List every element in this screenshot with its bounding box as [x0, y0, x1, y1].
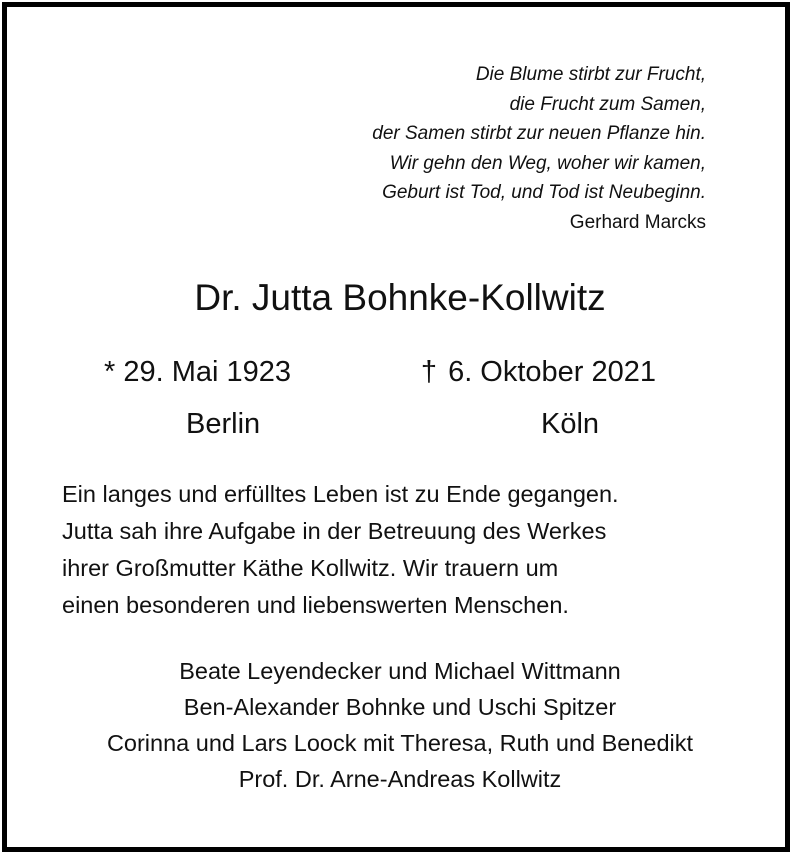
text-line: ihrer Großmutter Käthe Kollwitz. Wir trauern um — [62, 555, 559, 581]
poem-line: Geburt ist Tod, und Tod ist Neubeginn. — [382, 182, 706, 203]
poem-line: der Samen stirbt zur neuen Pflanze hin. — [372, 123, 706, 144]
poem-author: Gerhard Marcks — [569, 211, 706, 233]
poem-quote — [372, 60, 706, 237]
death-date: 6. Oktober 2021 — [448, 356, 657, 388]
birth-place: Berlin — [186, 408, 261, 440]
signer-line: Ben-Alexander Bohnke und Uschi Spitzer — [183, 694, 617, 720]
poem-line: Wir gehn den Weg, woher wir kamen, — [389, 152, 706, 174]
birth-symbol: * — [104, 356, 116, 388]
signer-line: Corinna und Lars Loock mit Theresa, Ruth und Benedikt — [106, 730, 694, 756]
deceased-name: Dr. Jutta Bohnke-Kollwitz — [194, 277, 606, 318]
poem-line: die Frucht zum Samen, — [509, 93, 706, 115]
text-line: Jutta sah ihre Aufgabe in der Betreuung des Werkes — [62, 518, 607, 544]
birth-date: 29. Mai 1923 — [123, 356, 292, 388]
poem-line: Die Blume stirbt zur Frucht, — [475, 64, 706, 85]
birth-date-line — [104, 352, 291, 392]
death-place: Köln — [541, 408, 600, 440]
obituary-text — [62, 476, 619, 624]
signer-line: Beate Leyendecker und Michael Wittmann — [179, 658, 621, 684]
death-date-line — [418, 352, 656, 392]
signers-list — [0, 653, 800, 797]
cross-icon: † — [420, 356, 438, 388]
signer-line: Prof. Dr. Arne-Andreas Kollwitz — [238, 766, 562, 792]
text-line: einen besonderen und liebenswerten Menschen. — [62, 592, 569, 618]
text-line: Ein langes und erfülltes Leben ist zu Ende gegangen. — [62, 481, 619, 507]
